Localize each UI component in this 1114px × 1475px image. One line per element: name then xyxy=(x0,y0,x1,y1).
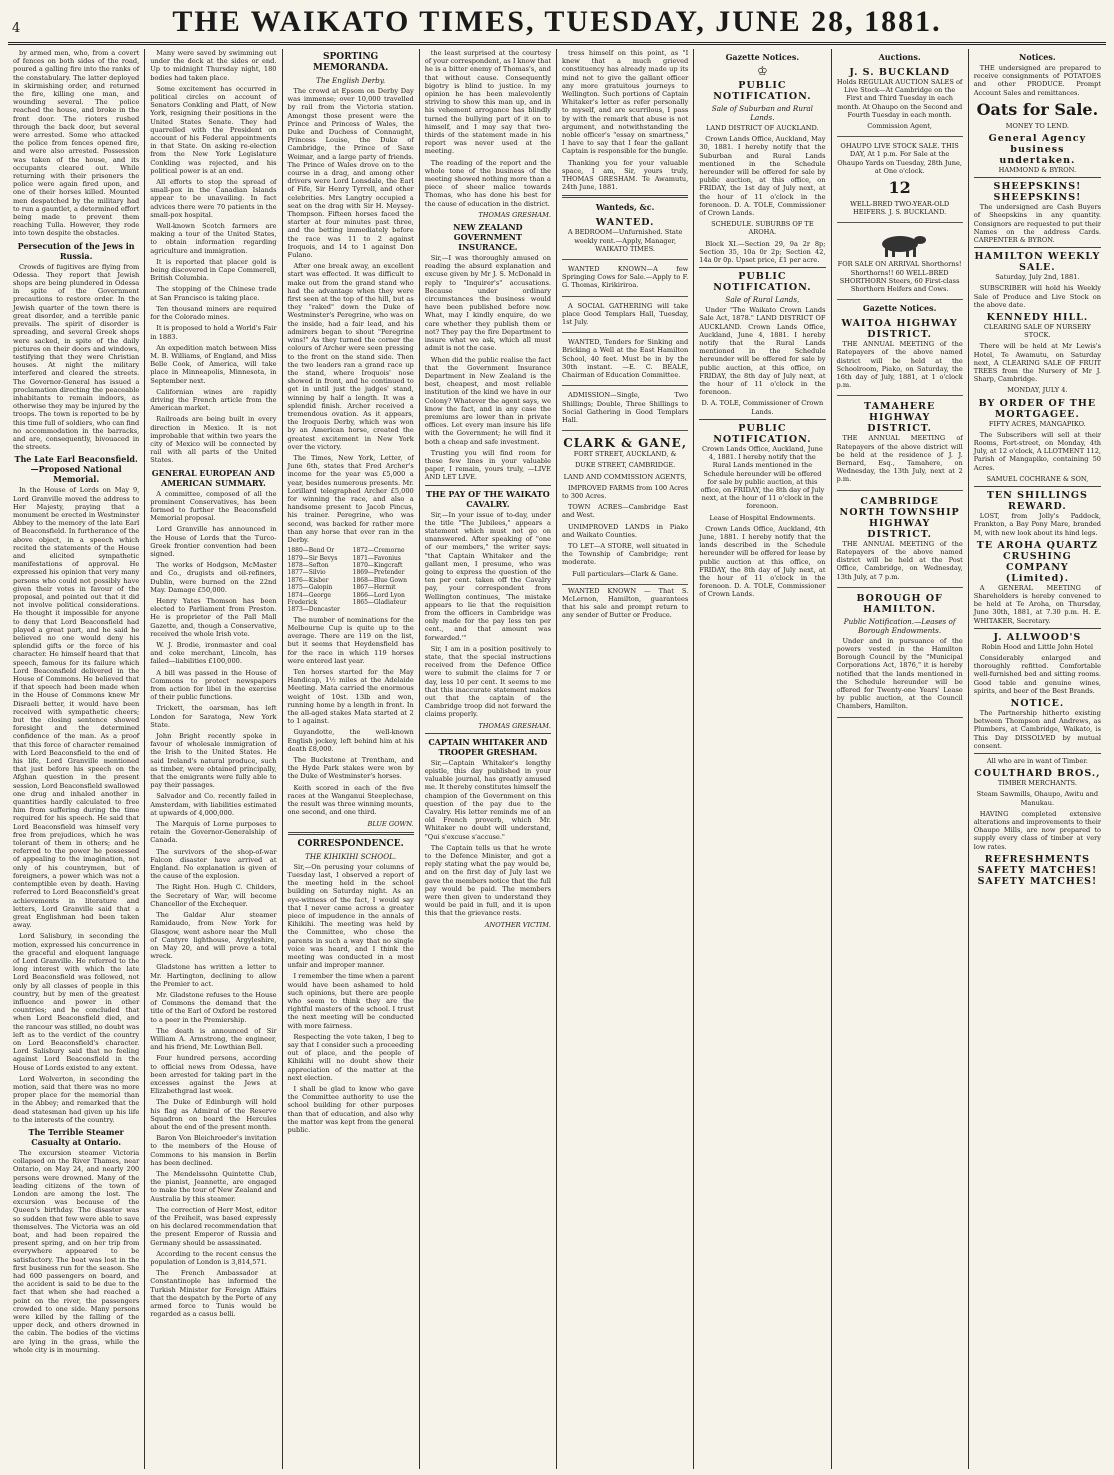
ad-text: Crown Lands Office, Auckland, May 30, 1881. I hereby notify that the Suburban and Rural Lands mentioned in the Schedule hereunder will be offered for sale by public auction, at this office, on FRIDAY, the 1st day of July next, at the hour of 11 o'clock in the forenoon. D. A. TOLE, Commissioner of Crown Lands. xyxy=(699,135,826,218)
mortgagee: BY ORDER OF THE MORTGAGEE. xyxy=(978,397,1097,420)
article-text: Baron Von Bleichroeder's invitation to the members of the House of Commons to his mansion in Berlin has been declined. xyxy=(150,1134,277,1167)
divider xyxy=(974,247,1101,248)
hamilton-ad xyxy=(837,590,963,718)
wanted-ad xyxy=(562,388,688,431)
article-text: Ten horses started for the May Handicap, 1½ miles at the Adelaide Meeting. Mata carried the enormous weight of 10st. 13lb and won, running home by a length in front. In the all-aged stakes Mata started at 2 to 1 against. xyxy=(287,668,414,726)
article-text: The number of nominations for the Melbourne Cup is quite up to the average. There are 119 on the list, but it seems that Heydensfield has for the race in which 119 horses were entered last year. xyxy=(287,615,414,665)
ad-text: WANTED KNOWN — That S. McLernon, Hamilton, guarantees that his sale and prompt return to any sender of Butter or Produce. xyxy=(562,586,689,620)
article-text: When did the public realise the fact that the Government Insurance Department in New Zealand is the best, cheapest, and most reliable institution of the kind we have in our Colony? Whatever the agent says, we know the fact, and in any case the premiums are lower than in private offices. Let every man insure his life with the Government; he will find it both a cheap and safe investment. xyxy=(424,355,551,446)
article-text: W. J. Brodie, ironmaster and coal and coke merchant, Lincoln, has failed—liabilities £100,000. xyxy=(150,641,277,666)
highway-title: WAITOA HIGHWAY DISTRICT. xyxy=(841,318,958,341)
ad-text: Considerably enlarged and thoroughly refitted. Comfortable well-furnished bed and sitting rooms. Good table and genuine wines, spirits, and beer of the Best Brands. xyxy=(973,653,1101,695)
article-text: Lord Wolverton, in seconding the motion, said that there was no more proper place for the memorial than in the Abbey; and remarked that the dead statesman had given up his life to the interests of the country. xyxy=(13,1074,140,1124)
agency-title: General Agency business undertaken. xyxy=(988,133,1087,167)
clark-subtitle: LAND AND COMMISSION AGENTS, xyxy=(563,472,687,481)
column-5 xyxy=(557,49,694,1469)
article-text: The Mendelssohn Quintette Club, the pianist, Jeannette, are engaged to make the tour of New Zealand and Australia by this steamer. xyxy=(150,1169,277,1203)
article-text: After one break away, an excellent start was effected. It was difficult to make out from the grand stand who had the advantage when they were first seen at the top of the hill, but as they "raked" down the Duke of Westminster's Peregrine, who was on the inside, had a fair lead, and his admirers began to shout "Peregrine wins!" As they turned the corner the colours of Archer were seen pressing to the front on the stand side. Then the two leaders ran a grand race up the stand, where Iroquois' nose showed in front, and he continued to get in until just the judges' stand, winning by half a length. It was a splendid finish. Archer received a tremendous ovation. As it appears, the Iroquois Derby, which was won by an American horse, created the greatest excitement in New York over the victory. xyxy=(287,262,414,451)
ad-text: TO LET—A STORE, well situated in the Township of Cambridge; rent moderate. xyxy=(562,541,689,567)
wanted-ad xyxy=(562,335,688,386)
ad-text: D. A. TOLE, Commissioner of Crown Lands. xyxy=(701,399,824,416)
article-text: The works of Hodgson, McMaster and Co., drugists and oil-refiners, Dublin, were burned on the 22nd May. Damage £50,000. xyxy=(150,561,277,594)
columns xyxy=(8,49,1106,1469)
wanted-ad xyxy=(562,214,688,260)
timber-notice: All who are in want of Timber. xyxy=(986,756,1088,765)
fifty-acres: FIFTY ACRES, MANGAPIKO. xyxy=(988,419,1086,428)
heading-whitaker: CAPTAIN WHITAKER AND TROOPER GRESHAM. xyxy=(428,736,548,757)
steam-sawmills: Steam Sawmills, Ohaupo, Awitu and Manukau. xyxy=(976,790,1099,807)
public-notification-title: PUBLIC NOTIFICATION. xyxy=(713,80,812,102)
article-text: Gladstone has written a letter to Mr. Hartington, declining to allow the Premier to act. xyxy=(150,963,277,988)
tamahere-title: TAMAHERE HIGHWAY DISTRICT. xyxy=(864,401,936,435)
wanted-title: WANTED. xyxy=(595,217,655,229)
hamilton-weekly-sale: HAMILTON WEEKLY SALE. xyxy=(974,251,1101,274)
commission-agent: Commission Agent, xyxy=(867,122,932,131)
heading-persecution: Persecution of the Jews in Russia. xyxy=(17,240,135,261)
cow-illustration xyxy=(870,230,930,258)
ad-text: The undersigned are Cash Buyers of Sheepskins in any quantity. Consignors are requested to put their Names on the address Cards. CARPENTER & BYRON. xyxy=(973,203,1101,245)
ad-text: OHAUPO LIVE STOCK SALE. THIS DAY, At 1 p.m. For Sale at the Ohaupo Yards on Tuesday, 28th June, at One o'clock. xyxy=(837,142,962,175)
article-text: It is reported that placer gold is being discovered in Cape Commerell, British Columbia. xyxy=(150,257,277,283)
ad-text: LOST, from Jolly's Paddock, Frankton, a Bay Pony Mare, branded M, with new look about its hind legs. xyxy=(973,512,1101,537)
article-text: Some excitement has occurred in political circles on account of Senators Conkling and Platt, of New York, resigning their positions in the United States Senate. They had quarrelled with the President on account of his Federal appointments in that State. On asking re-election from the New York Legislature Conkling was rejected, and his political power is at an end. xyxy=(150,84,277,175)
ad-text: TOWN ACRES—Cambridge East and West. xyxy=(562,503,689,520)
public-notification-sub: Sale of Rural Lands, xyxy=(725,295,800,305)
sale-date: Saturday, July 2nd, 1881. xyxy=(995,273,1080,282)
article-text: The Marquis of Lorne purposes to retain the Governor-Generalship of Canada. xyxy=(150,820,277,845)
ad-text: FOR SALE ON ARRIVAL Shorthorns! Shorthorns!! 60 WELL-BRED SHORTHORN Steers, 60 First-class Shorthorn Heifers and Cows. xyxy=(837,260,962,294)
article-text: The death is announced of Sir William A. Armstrong, the engineer, and his friend, Mr. Lowthian Bell. xyxy=(150,1026,277,1052)
heading-correspondence: CORRESPONDENCE. xyxy=(297,838,404,849)
buckland-ad xyxy=(837,64,963,137)
article-text: Sir,—In your issue of to-day, under the title "The Jubilees," appears a statement which must not go on unanswered. After speaking of "one of our members," the writer says: "that Captain Whitaker and the gallant men, I presume, who was going to express the question of the ten per cent. taken off the Cavalry pay, your correspondent from Wellington continues, 'The mistake appears to lie that the requisition from the officers in Cambridge was only made for the pay less ten per cent., and that amount was forwarded.'" xyxy=(424,510,551,642)
article-text: Californian wines are rapidly driving the French article from the American market. xyxy=(150,387,277,413)
heading-steamer: The Terrible Steamer Casualty at Ontario. xyxy=(28,1126,124,1147)
heading-derby: The English Derby. xyxy=(316,76,386,85)
public-notification-title: PUBLIC NOTIFICATION. xyxy=(713,271,812,294)
heading-gazette-2: Gazette Notices. xyxy=(862,303,937,314)
cattle-count: 12 xyxy=(888,178,911,198)
column-6 xyxy=(694,49,831,1469)
article-text: the least surprised at the courtesy of your correspondent, as I know that he is a bitter enemy of Thomas's, and that without cause. Consequently bigotry is blind to justice. In my opinion he has been malevolently striving to show this man up, and in his vehement arrogance has blindly turned the bullying part of it on to himself, and I may say that two-thirds of the statement made in his report was never used at the meeting. xyxy=(424,49,551,156)
hammond-byron: HAMMOND & BYRON. xyxy=(998,166,1077,175)
ad-text: WANTED KNOWN—A few Springing Cows for Sale.—Apply to F. G. Thomas, Kirikiriroa. xyxy=(562,265,689,290)
divider xyxy=(562,195,688,198)
article-text: Sir,—Captain Whitaker's lengthy epistle, this day published in your valuable journal, has greatly amused me. It thereby constitutes himself the champion of the Government on this question of the pay due to the Cavalry. His letter reminds me of an old French proverb, which Mr. Whitaker no doubt will understand, "Qui s'excuse s'accuse." xyxy=(424,758,551,841)
ad-text: A BEDROOM—Unfurnished. State weekly rent.—Apply, Manager, WAIKATO TIMES. xyxy=(567,228,683,253)
article-text: Sir, I am in a position positively to state, that the special instructions received from the Defence Office were to submit the claims for 7 or day, less 10 per cent. It seems to me that this inaccurate statement makes out that the captain of the Cambridge troop did not forward the claims properly. xyxy=(424,644,551,719)
column-8 xyxy=(969,49,1106,1469)
signature: ANOTHER VICTIM. xyxy=(484,920,551,929)
article-text: Respecting the vote taken, I beg to say that I consider such a proceeding out of place, and the people of Kihikihi will no doubt show their appreciation of the matter at the next election. xyxy=(287,1032,414,1082)
ad-text: A GENERAL MEETING of Shareholders is hereby convened to be held at Te Aroha, on Thursday, June 30th, 1881, at 7.30 p.m. H. E. WHITAKER, Secretary. xyxy=(973,583,1101,625)
matches-title: SAFETY MATCHES! SAFETY MATCHES! xyxy=(977,864,1098,887)
article-text: The Buckstone at Trentham, and the Hyde Park stakes were won by the Duke of Westminster's horses. xyxy=(287,756,414,781)
divider xyxy=(974,628,1101,629)
article-text: It is proposed to hold a World's Fair in 1883. xyxy=(150,324,277,341)
cambridge-ad xyxy=(837,493,963,588)
tamahere-ad xyxy=(837,398,963,490)
aroha-company: TE AROHA QUARTZ CRUSHING COMPANY (Limited). xyxy=(976,539,1098,584)
heading-sporting: SPORTING MEMORANDA. xyxy=(313,52,389,73)
article-text: The reading of the report and the whole tone of the business of the meeting showed nothing more than a piece of sheer malice towards Thomas, who has done his best for the cause of education in the district. xyxy=(424,158,551,208)
article-text: Keith scored in each of the five races at the Wanganui Steeplechase, the result was three winning mounts, one second, and one third. xyxy=(287,783,414,817)
ad-text: UNIMPROVED LANDS in Piako and Waikato Counties. xyxy=(562,522,689,539)
heading-gazette: Gazette Notices. xyxy=(725,52,800,62)
heading-general-summary: GENERAL EUROPEAN AND AMERICAN SUMMARY. xyxy=(151,467,275,488)
oats-title: Oats for Sale. xyxy=(976,99,1099,119)
public-notification-title: PUBLIC NOTIFICATION. xyxy=(713,422,812,445)
heading-kihikihi: THE KIHIKIHI SCHOOL. xyxy=(305,851,397,861)
divider xyxy=(288,832,414,835)
article-text: Trickett, the oarsman, has left London for Saratoga, New York State. xyxy=(150,704,277,729)
cattle-sale-ad xyxy=(837,139,963,223)
article-text: Well-known Scotch farmers are making a tour of the United States, to obtain information regarding agriculture and immigration. xyxy=(150,222,277,255)
article-text: Many were saved by swimming out under the deck at the sides or end. Up to midnight Thursday night, 180 bodies had taken place. xyxy=(150,49,277,82)
public-notification-sub: Sale of Suburban and Rural Lands. xyxy=(711,104,813,122)
signature: BLUE GOWN. xyxy=(367,819,414,828)
divider xyxy=(425,733,551,734)
hamilton-title: BOROUGH OF HAMILTON. xyxy=(856,592,943,615)
heading-insurance: NEW ZEALAND GOVERNMENT INSURANCE. xyxy=(453,222,523,253)
cambridge-title: CAMBRIDGE NORTH TOWNSHIP HIGHWAY DISTRICT. xyxy=(839,495,960,540)
article-text: I shall be glad to know who gave the Committee authority to use the school building for other purposes than that of education, and also why the matter was kept from the general public. xyxy=(287,1084,414,1134)
ad-text: Under and in pursuance of the powers vested in the Hamilton Borough Council by the "Municipal Corporations Act, 1876," it is hereby notified that the lands mentioned in the Schedule hereunder will be offered for Twenty-one Years' Lease by public auction, at the Council Chambers, Hamilton. xyxy=(836,636,963,711)
buckland-title: J. S. BUCKLAND xyxy=(849,67,950,78)
robin-hood: Robin Hood and Little John Hotel xyxy=(981,642,1094,651)
refreshments-title: REFRESHMENTS xyxy=(984,853,1090,865)
kennedy-hill: KENNEDY HILL. xyxy=(986,312,1089,324)
signature: THOMAS GRESHAM. xyxy=(478,721,551,730)
article-text: Railroads are being built in every direction in Mexico. It is not improbable that within two years the city of Mexico will be connected by rail with all parts of the United States. xyxy=(150,415,277,465)
ad-text: Lease of Hospital Endowments. xyxy=(709,513,816,522)
article-text: The French Ambassador at Constantinople has informed the Turkish Minister for Foreign Affairs that the despatch by the Porte of any armed force to Tunis would be regarded as a casus belli. xyxy=(150,1269,277,1319)
article-text: The excursion steamer Victoria collapsed on the River Thames, near Ontario, on May 24, and nearly 200 persons were drowned. Many of the leading citizens of the town of London are among the lost. The excursion was because of the Queen's birthday. The disaster was so sudden that few were able to save themselves. The Victoria was an old boat, and had been repaired the present spring, and on her trip from everywhere appeared to be satisfactory. The boat was lost in the first business run for the season. She had 600 passengers on board, and the accident is said to be due to the fact that when she had reached a point on the river, the passengers crowded to one side. Many persons were killed by the falling of the upper deck, and others drowned in the cabin. The bodies of the victims are lying in the grass, while the whole city is in mourning. xyxy=(13,1148,140,1354)
ad-text: Block XI.—Section 29, 9a 2r 8p; Section 35, 10a 0r 2p; Section 42, 14a 0r 0p. Upset price, £1 per acre. xyxy=(699,239,826,265)
article-text: I remember the time when a parent would have been ashamed to hold such opinions, but there are people who seem to think they are the rightful masters of the school. I trust the next meeting will be conducted with more fairness. xyxy=(287,972,414,1030)
allwood-title: J. ALLWOOD'S xyxy=(993,631,1082,643)
divider xyxy=(974,753,1101,754)
article-text: In the House of Lords on May 9, Lord Granville moved the address to Her Majesty, praying that a monument be erected in Westminster Abbey to the memory of the late Earl of Beaconsfield. In furtherance of the above object, in a speech which recited the statements of the House and elicited sympathetic manifestations of approval. He expressed his opinion that very many persons who could not possibly have given their votes in favour of the proposal, and pointed out that it did not involve political considerations. He thought it impossible for anyone to deny that Lord Beaconsfield had played a great part, and he said he believed no one would deny his splendid gifts or the force of his character. He himself heard that that speech, famous for its failure which Lord Beaconsfield delivered in the House of Commons. He believed that if that speech had been made when in the House of Commons knew Mr Disraeli better, it would have been received with sympathetic cheers; but the closing sentence showed foresight and the determined confidence of the man. As a proof that this force of character remained with Lord Beaconsfield to the end of his life, Lord Granville mentioned that just before his speech on the Afghan question in the present session, Lord Beaconsfield swallowed one drug and inhaled another in quantities hardly calculated to free him from suffering during the time required for his speech. He said that Lord Beaconsfield was himself very free from prejudices, which he was tolerant of them in others; and he referred to the power he possessed of appealing to the imagination, not only of his countrymen, but of foreigners, a power which was not a contemptible even by death. Having referred to Lord Beaconsfield's great achievements in literature and letters, Lord Granville said that a great Englishman had been taken away. xyxy=(13,486,140,930)
article-text: Henry Yates Thomson has been elected to Parliament from Preston. He is proprietor of the Pall Mall Gazette, and, though a Conservative, received the whole Irish vote. xyxy=(150,596,277,638)
ad-text: The Subscribers will sell at their Rooms, Fort-street, on Monday, 4th July, at 12 o'clock, A LLOTMENT 112, Parish of Mangapiko, containing 50 Acres. xyxy=(973,430,1101,472)
masthead xyxy=(8,0,1106,45)
ad-text: HAVING completed extensive alterations and improvements to their Ohaupo Mills, are now prepared to supply every class of timber at very low rates. xyxy=(973,809,1102,851)
clark-address-fort: FORT STREET, AUCKLAND, & xyxy=(573,450,677,459)
article-text: According to the recent census the population of London is 3,814,571. xyxy=(150,1249,277,1267)
highway-ad xyxy=(837,315,963,396)
article-text: Ten thousand miners are required for the Colorado mines. xyxy=(150,304,277,322)
ad-text: Crown Lands Office, Auckland, 4th June, 1881. I hereby notify that the lands described in the Schedule hereunder will be offered for lease by public auction at this office, on FRIDAY, the 8th day of July next, at the hour of 11 o'clock in the forenoon. D. A. TOLE, Commissioner of Crown Lands. xyxy=(699,524,826,599)
article-text: An expedition match between Miss M. B. Williams, of England, and Miss Belle Cook, of America, will take place in Minneapolis, Minnesota, in September next. xyxy=(150,343,277,385)
samuel-cochrane: SAMUEL COCHRANE & SON, xyxy=(986,474,1089,483)
article-text: The Duke of Edinburgh will hold his flag as Admiral of the Reserve Squadron on board the Hercules about the end of the present month. xyxy=(150,1098,277,1131)
ad-text: THE ANNUAL MEETING of the Ratepayers of the above named district will be held at the Schoolroom, Piako, on Saturday, the 16th day of July, 1881, at 1 o'clock p.m. xyxy=(836,340,963,390)
ad-text: Holds REGULAR AUCTION SALES of Live Stock—At Cambridge on the First and Third Tuesday in each month. At Ohaupo on the Second and Fourth Tuesday in each month. xyxy=(836,78,963,119)
ad-text: There will be held at Mr Lewis's Hotel, Te Awamutu, on Saturday next, A CLEARING SALE OF FRUIT TREES from the Nursery of Mr J. Sharp, Cambridge. xyxy=(973,342,1101,384)
divider xyxy=(425,485,551,486)
article-text: A committee, composed of all the prominent Conservatives, has been formed to further the Beaconsfield Memorial proposal. xyxy=(150,489,277,523)
ad-text: WANTED, Tenders for Sinking and Bricking a Well at the East Hamilton School, 40 feet. Must be in by the 30th instant. —E. C. BEALE, Chairman of Education Committee. xyxy=(562,338,689,380)
ad-text: THE undersigned are prepared to receive consignments of POTATOES and other PRODUCE. Prompt Account Sales and remittances. xyxy=(973,64,1101,97)
clark-footer: Full particulars—Clark & Gane. xyxy=(572,569,679,578)
ad-text: A SOCIAL GATHERING will take place Good Templars Hall, Tuesday, 1st July. xyxy=(562,301,689,327)
ad-text: WELL-BRED TWO-YEAR-OLD HEIFERS. J. S. BUCKLAND. xyxy=(850,200,950,217)
wanted-ad xyxy=(562,299,688,334)
ad-text: The Partnership hitherto existing between Thompson and Andrews, as Plumbers, at Cambridge, Waikato, is This Day DISSOLVED by mutual consent. xyxy=(973,708,1101,750)
reward-title: TEN SHILLINGS REWARD. xyxy=(986,490,1088,513)
derby-list: 1880—Bend Or 1879—Sir Bevys 1878—Sefton 1877—Silvio 1876—Kisber 1875—Galopin 1874—George Frederick 1873—Doncaster 1872—Cremorne 1871—Favonius 1870—Kingcraft 1869—Pretender 1868—Blue Gown 1867—Hermit 1866—Lord Lyon 1865—Gladiateur xyxy=(287,547,407,614)
wanted-ad xyxy=(562,262,688,297)
clark-address-duke: DUKE STREET, CAMBRIDGE. xyxy=(575,461,676,470)
divider xyxy=(699,267,825,268)
heading-notices: Notices. xyxy=(1019,52,1056,62)
article-text: A bill was passed in the House of Commons to protect newspapers from action for libel in the exercise of their public functions. xyxy=(150,668,277,702)
heading-pay-cavalry: THE PAY OF THE WAIKATO CAVALRY. xyxy=(426,488,550,509)
article-text: The stopping of the Chinese trade at San Francisco is taking place. xyxy=(150,285,277,302)
heading-beaconsfield: The Late Earl Beaconsfield.—Proposed National Memorial. xyxy=(14,454,138,485)
article-text: tress himself on this point, as "I knew that a much grieved constituency has already made up its mind not to give the gallant officer any more gratuitous journeys to Wellington. Such portions of Captain Whitaker's letter as refer personally to myself, and are scurrilous, I pass by with the remark that abuse is not argument, and notwithstanding the noble officer's "essay on smartness," I have to say that I fear the gallant Captain is responsible for the bungle. xyxy=(562,49,689,156)
article-text: Four hundred persons, according to official news from Odessa, have been arrested for taking part in the excesses against the Jews at Elizabethgrad last week. xyxy=(150,1054,277,1096)
monday-date: MONDAY, JULY 4. xyxy=(1007,386,1068,395)
ad-text: SCHEDULE. SUBURBS OF TE AROHA. xyxy=(711,220,814,237)
article-text: Thanking you for your valuable space, I am, Sir, yours truly, THOMAS GRESHAM. Te Awamutu, 24th June, 1881. xyxy=(562,158,689,192)
divider xyxy=(974,177,1101,178)
divider xyxy=(974,486,1101,487)
article-text: by armed men, who, from a covert of fences on both sides of the road, poured a galling fire into the ranks of the constabulary. The latter deployed in skirmishing order, and returned the fire, killing one man, and wounding several. The police reached the house, and broke in the front door. The rioters rushed through the back door, but several were arrested. Some who attacked the police from fences opened fire, and were also arrested. Possession was taken of the house, and its occupants cleared out. While returning with their prisoners the police were again fired upon, and one of their horses killed. Mounted men despatched by the military had to run a gauntlet, a determined effort being made to prevent them reaching Tulla. However, they rode into town despite the obstacles. xyxy=(13,49,140,238)
timber-merchants: TIMBER MERCHANTS. xyxy=(997,779,1077,788)
coulthard-title: COULTHARD BROS., xyxy=(974,768,1101,780)
column-2 xyxy=(145,49,282,1469)
article-text: The crowd at Epsom on Derby Day was immense; over 10,000 travelled by rail from the Victoria station. Amongst those present were the Prince and Princess of Wales, the Duke and Duchess of Connaught, Princess Louise, the Duke of Cambridge, the Prince of Saxe Weimar, and a large party of friends. The Prince of Wales drove on to the course in a drag, and among other drivers were Lord Lonsdale, the Earl of Fife, Sir Henry Tyrrell, and other celebrities. Mrs Langtry occupied a seat on the drag with Sir H. Meysey-Thompson. Fifteen horses faced the starter at four minutes past three, and the betting immediately before the race was 11 to 2 against Iroquois, and 14 to 1 against Don Fulano. xyxy=(287,87,414,260)
column-1 xyxy=(8,49,145,1469)
notice-title: NOTICE. xyxy=(1010,697,1065,709)
heading-auctions: Auctions. xyxy=(878,52,921,62)
ad-text: THE ANNUAL MEETING of Ratepayers of the above district will be held at the residence of J. J. Bernard, Esq., Tamahere, on Wednesday, the 13th July, next at 2 p.m. xyxy=(836,434,963,484)
column-7 xyxy=(832,49,969,1469)
clark-gane-ad xyxy=(562,433,688,585)
clark-gane-title: CLARK & GANE, xyxy=(563,436,687,451)
article-text: The correction of Herr Most, editor of the Freiheit, was based expressly on his declared recommendation that the present Emperor of Russia and Germany should be assassinated. xyxy=(150,1205,277,1247)
ad-text: Crown Lands Office, Auckland, June 4, 1881. I hereby notify that the Rural Lands mentioned in the Schedule hereunder will be offered for sale by public auction, at this office, on FRIDAY, the 8th day of July next, at the hour of 11 o'clock in the forenoon. xyxy=(700,444,825,511)
article-text: Sir,—On perusing your columns of Tuesday last, I observed a report of the meeting held in the school building on Saturday night. As an eye-witness of the fact, I would say that I never came across a greater piece of impudence in the annals of Kihikihi. The meeting was held by the Committee, who chose the parents in such a way that no single voice was heard, and I think the meeting was conducted in a most unfair and improper manner. xyxy=(287,862,414,970)
article-text: Trusting you will find room for these few lines in your valuable paper, I remain, yours truly, —LIVE AND LET LIVE. xyxy=(424,448,551,482)
divider xyxy=(699,419,825,420)
hamilton-sub: Public Notification.—Leases of Borough Endowments. xyxy=(843,616,956,635)
article-text: The Right Hon. Hugh C. Childers, the Secretary of War, will become Chancellor of the Exchequer. xyxy=(150,883,277,908)
article-text: Salvador and Co. recently failed in Amsterdam, with liabilities estimated at upwards of 4,000,000. xyxy=(150,792,277,817)
article-text: The Captain tells us that he wrote to the Defence Minister, and got a reply stating what the pay would be, and on the first day of July last we gave the members notice that the full pay would be paid. The members were then given to understand they would be paid in full, and it is upon this that the grievance rests. xyxy=(424,843,551,918)
heading-wanteds: Wanteds, &c. xyxy=(595,202,655,213)
article-text: The survivors of the shop-of-war Falcon disaster have arrived at England. No explanation is given of the cause of the explosion. xyxy=(150,847,277,881)
clearing-sale: CLEARING SALE OF NURSERY STOCK. xyxy=(983,323,1091,340)
shorthorns-ad xyxy=(837,225,963,300)
article-text: John Bright recently spoke in favour of wholesale immigration of the Irish to the United States. He said Ireland's natural produce, such as timber, were obtained principally, that the emigrants were fully able to pay their passages. xyxy=(150,732,277,790)
royal-crest-icon: ♔ xyxy=(756,64,768,78)
ad-text: THE ANNUAL MEETING of the Ratepayers of the above named district will be held at the Post Office, Cambridge, on Wednesday, 13th July, at 7 p.m. xyxy=(836,539,963,581)
article-text: The Galdar Alur steamer Ramidaudo, from New York for Glasgow, went ashore near the Mull of Cantyre lighthouse, Argyleshire, on May 20, and will prove a total wreck. xyxy=(150,911,277,961)
article-text: The Times, New York, Letter, of June 6th, states that Fred Archer's income for the year was £5,000 a year, besides numerous presents. Mr. Lorillard telegraphed Archer £5,000 for winning the race, and also a handsome present to Jacob Pincus, his trainer. Peregrine, who was second, was backed for rather more than any horse that ever ran in the Derby. xyxy=(287,453,414,544)
column-4 xyxy=(420,49,557,1469)
article-text: Lord Salisbury, in seconding the motion, expressed his concurrence in the graceful and eloquent language of Lord Granville. He referred to the long interest with which the late Lord Beaconsfield was followed, not only by all classes of people in this country, but by men of the greatest influence and power in other countries; and he concluded that when Lord Beaconsfield died, and the rancour was stilled, no doubt was left as to the verdict of the country on Lord Beaconsfield's character. Lord Salisbury said that no feeling against Lord Beaconsfield in the House of Lords existed to any extent. xyxy=(13,932,140,1072)
article-text: Guyandotte, the well-known English jockey, left behind him at his death £8,000. xyxy=(287,728,414,753)
ad-text: ADMISSION—Single, Two Shillings; Double, Three Shillings to Social Gathering in Good Templars Hall. xyxy=(562,391,689,424)
newspaper-title: THE WAIKATO TIMES, TUESDAY, JUNE 28, 1881. xyxy=(172,5,942,38)
article-text: Crowds of fugitives are flying from Odessa. They report that Jewish shops are being plundered in Odessa in spite of the Government precautions to restore order. In the Jewish quarter of the town there is great disorder, and a terrible panic prevails. The spirit of disorder is spreading, and several Greek shops were sacked, in spite of the daily pictures on their doors and windows, testifying that they were Christian houses. At night the military interfered and cleared the streets. The Governor-General has issued a proclamation directing the peaceable inhabitants to remain indoors, as otherwise they may be injured by the troops. The town is reported to be by this time full of soldiers, who can find no accommodation in the barracks, and are, consequently, bivouaced in the streets. xyxy=(13,262,140,452)
sheepskins-title: SHEEPSKINS! SHEEPSKINS! xyxy=(993,181,1082,204)
ad-text: SUBSCRIBER will hold his Weekly Sale of Produce and Live Stock on the above date. xyxy=(973,284,1101,309)
article-text: Mr. Gladstone refuses to the House of Commons the demand that the title of the Earl of Oxford be restored to a peer in the Premiership. xyxy=(150,990,277,1024)
column-3 xyxy=(283,49,420,1469)
money-to-lend: MONEY TO LEND. xyxy=(1005,121,1069,130)
article-text: Sir,—I was thoroughly amused on reading the absurd explanation and excuse given by Mr J. S. McDonald in reply to "Inquirer's" accusations. Because under ordinary circumstances the business would have been published before now. What, may I kindly enquire, do we care whether they publish them or not? They pay the fire Department to insure what we ask, which all must admit is not the case. xyxy=(424,254,551,353)
page-number: 4 xyxy=(12,21,21,36)
ad-text: IMPROVED FARMS from 100 Acres to 300 Acres. xyxy=(562,483,689,500)
signature: THOMAS GRESHAM. xyxy=(478,210,551,219)
ad-text: LAND DISTRICT OF AUCKLAND. xyxy=(706,124,819,132)
article-text: Lord Granville has announced in the House of Lords that the Turco-Greek frontier convention had been signed. xyxy=(150,525,277,558)
article-text: All efforts to stop the spread of small-pox in the Canadian Islands appear to be unavailing. In fact advices there were 70 patients in the small-pox hospital. xyxy=(150,178,277,219)
ad-text: Under "The Waikato Crown Lands Sale Act, 1878." LAND DISTRICT OF AUCKLAND. Crown Lands Office, Auckland, June 4, 1881. I hereby notify that the Rural Lands mentioned in the Schedule hereunder will be offered for sale by public auction, at this office, on FRIDAY, the 8th day of July next, at the hour of 11 o'clock in the forenoon. xyxy=(699,306,826,397)
